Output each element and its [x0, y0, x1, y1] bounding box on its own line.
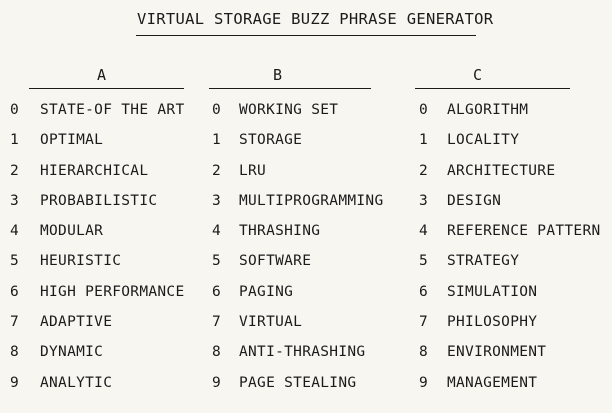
item-number: 2: [419, 162, 429, 179]
item-number: 3: [10, 192, 20, 209]
item-term: WORKING SET: [239, 102, 339, 118]
item-term: PAGE STEALING: [239, 374, 357, 391]
item-number: 8: [419, 344, 429, 361]
item-term: ALGORITHM: [447, 102, 529, 118]
item-number: 9: [10, 374, 20, 391]
item-term: PAGING: [239, 283, 294, 300]
item-term: ANTI-THRASHING: [239, 344, 366, 361]
item-number: 0: [10, 102, 20, 118]
item-term: ADAPTIVE: [40, 314, 113, 331]
item-term: DESIGN: [447, 192, 502, 209]
item-term: LRU: [239, 162, 267, 179]
item-term: REFERENCE PATTERN: [447, 223, 601, 240]
item-term: MODULAR: [40, 223, 104, 240]
item-number: 8: [10, 344, 20, 361]
item-number: 0: [212, 102, 222, 118]
page-title: VIRTUAL STORAGE BUZZ PHRASE GENERATOR: [137, 10, 494, 28]
item-term: HEURISTIC: [40, 253, 122, 270]
column-b-heading: B: [273, 66, 283, 84]
item-number: 7: [419, 314, 429, 331]
item-term: PHILOSOPHY: [447, 314, 538, 331]
item-term: HIGH PERFORMANCE: [40, 283, 185, 300]
item-number: 9: [419, 374, 429, 391]
item-term: THRASHING: [239, 223, 321, 240]
item-term: MULTIPROGRAMMING: [239, 192, 384, 209]
item-number: 6: [10, 283, 20, 300]
item-number: 4: [212, 223, 222, 240]
item-number: 2: [212, 162, 222, 179]
item-term: SIMULATION: [447, 283, 538, 300]
item-term: STORAGE: [239, 132, 303, 149]
item-term: MANAGEMENT: [447, 374, 538, 391]
item-term: STRATEGY: [447, 253, 520, 270]
item-number: 9: [212, 374, 222, 391]
item-number: 3: [419, 192, 429, 209]
item-number: 2: [10, 162, 20, 179]
item-term: VIRTUAL: [239, 314, 303, 331]
item-term: DYNAMIC: [40, 344, 104, 361]
item-term: OPTIMAL: [40, 132, 104, 149]
item-number: 8: [212, 344, 222, 361]
item-term: ANALYTIC: [40, 374, 113, 391]
item-number: 5: [212, 253, 222, 270]
item-term: PROBABILISTIC: [40, 192, 158, 209]
item-number: 5: [10, 253, 20, 270]
item-number: 7: [212, 314, 222, 331]
item-term: HIERARCHICAL: [40, 162, 149, 179]
item-number: 5: [419, 253, 429, 270]
item-number: 0: [419, 102, 429, 118]
item-number: 4: [10, 223, 20, 240]
title-underline: [136, 35, 476, 36]
item-term: LOCALITY: [447, 132, 520, 149]
item-number: 6: [212, 283, 222, 300]
item-number: 1: [419, 132, 429, 149]
item-number: 7: [10, 314, 20, 331]
column-c-heading: C: [473, 66, 483, 84]
column-a-heading: A: [97, 66, 107, 84]
item-number: 6: [419, 283, 429, 300]
item-number: 3: [212, 192, 222, 209]
item-term: ENVIRONMENT: [447, 344, 547, 361]
column-b-rule: [209, 88, 371, 89]
item-number: 4: [419, 223, 429, 240]
item-number: 1: [10, 132, 20, 149]
item-number: 1: [212, 132, 222, 149]
column-c-rule: [415, 88, 570, 89]
item-term: ARCHITECTURE: [447, 162, 556, 179]
column-a-rule: [29, 88, 184, 89]
item-term: SOFTWARE: [239, 253, 312, 270]
item-term: STATE-OF THE ART: [40, 102, 185, 118]
